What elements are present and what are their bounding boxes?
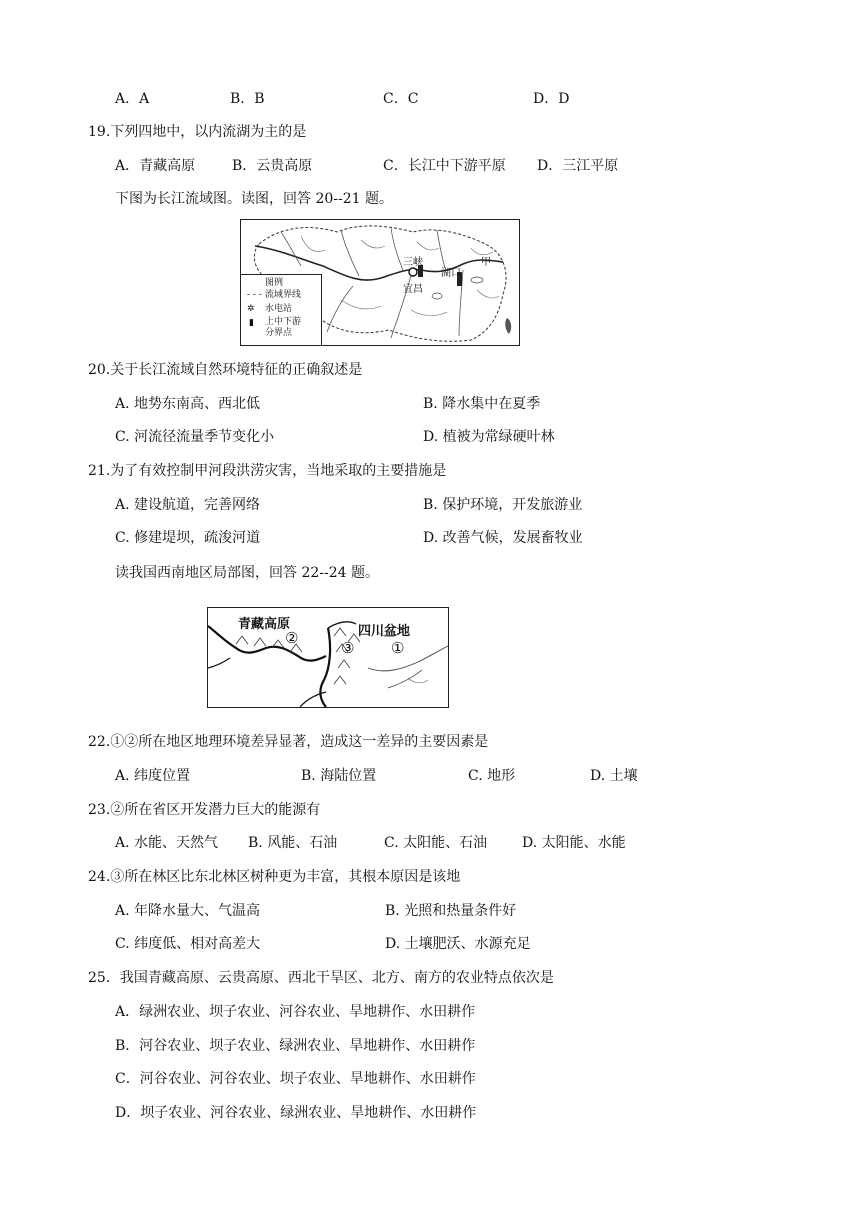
q18-option-c: C．C: [383, 91, 419, 107]
intro-22-24: 读我国西南地区局部图，回答 22--24 题。: [115, 565, 379, 581]
q18-option-a: A．A: [115, 91, 150, 107]
q25-option-b: B．河谷农业、坝子农业、绿洲农业、旱地耕作、水田耕作: [115, 1038, 476, 1054]
legend-title: 图例: [265, 278, 284, 288]
sanxia-label: 三峡: [403, 257, 423, 268]
q19-option-d: D．三江平原: [537, 158, 619, 174]
q24-option-a: A. 年降水量大、气温高: [115, 903, 261, 919]
intro-20-21: 下图为长江流域图。读图，回答 20--21 题。: [115, 191, 393, 207]
q20-option-c: C. 河流径流量季节变化小: [115, 429, 275, 445]
q23-stem: 23.②所在省区开发潜力巨大的能源有: [88, 802, 321, 818]
marker-1: ①: [391, 639, 405, 657]
jia-label: 甲: [481, 257, 491, 268]
yangtze-basin-map: [240, 219, 520, 346]
q21-option-b: B. 保护环境，开发旅游业: [423, 497, 583, 513]
q23-option-a: A. 水能、天然气: [115, 835, 219, 851]
map-legend: [241, 274, 322, 345]
sichuan-label: 四川盆地: [358, 624, 411, 639]
q25-option-a: A．绿洲农业、坝子农业、河谷农业、旱地耕作、水田耕作: [115, 1004, 476, 1020]
legend-hydro: 水电站: [265, 304, 293, 314]
q25-stem: 25．我国青藏高原、云贵高原、西北干旱区、北方、南方的农业特点依次是: [88, 970, 554, 986]
q22-option-d: D. 土壤: [590, 768, 638, 784]
q23-option-d: D. 太阳能、水能: [522, 835, 626, 851]
q19-option-a: A．青藏高原: [115, 158, 196, 174]
q24-stem: 24.③所在林区比东北林区树种更为丰富，其根本原因是该地: [88, 869, 461, 885]
q23-option-c: C. 太阳能、石油: [384, 835, 488, 851]
q19-option-b: B．云贵高原: [232, 158, 313, 174]
q22-stem: 22.①②所在地区地理环境差异显著，造成这一差异的主要因素是: [88, 734, 489, 750]
q22-option-b: B. 海陆位置: [301, 768, 377, 784]
q24-option-c: C. 纬度低、相对高差大: [115, 936, 261, 952]
boundary-line-icon: - - -: [247, 290, 262, 300]
q22-option-c: C. 地形: [468, 768, 516, 784]
q20-stem: 20.关于长江流域自然环境特征的正确叙述是: [88, 362, 363, 378]
q21-stem: 21.为了有效控制甲河段洪涝灾害，当地采取的主要措施是: [88, 463, 447, 479]
marker-2: ②: [285, 629, 299, 647]
q18-option-b: B．B: [230, 91, 265, 107]
q25-option-c: C．河谷农业、河谷农业、坝子农业、旱地耕作、水田耕作: [115, 1071, 476, 1087]
q25-option-d: D．坝子农业、河谷农业、绿洲农业、旱地耕作、水田耕作: [115, 1105, 477, 1121]
q19-stem: 19.下列四地中，以内流湖为主的是: [88, 124, 307, 140]
southwest-china-map: [207, 607, 449, 708]
q20-option-b: B. 降水集中在夏季: [423, 396, 541, 412]
q21-option-a: A. 建设航道，完善网络: [115, 497, 261, 513]
qingzang-label: 青藏高原: [238, 617, 291, 632]
q20-option-d: D. 植被为常绿硬叶林: [423, 429, 555, 445]
q21-option-d: D. 改善气候，发展畜牧业: [423, 530, 583, 546]
q24-option-b: B. 光照和热量条件好: [385, 903, 517, 919]
q19-option-c: C．长江中下游平原: [383, 158, 506, 174]
q22-option-a: A. 纬度位置: [115, 768, 191, 784]
divide-point-icon: ▮: [249, 318, 254, 328]
q24-option-d: D. 土壤肥沃、水源充足: [385, 936, 531, 952]
legend-divide-1: 上中下游: [265, 317, 302, 327]
hydro-station-icon: ✲: [247, 304, 255, 314]
q20-option-a: A. 地势东南高、西北低: [115, 396, 261, 412]
legend-boundary: 流域界线: [265, 290, 302, 300]
q23-option-b: B. 风能、石油: [248, 835, 338, 851]
marker-3: ③: [341, 639, 355, 657]
yichang-label: 宜昌: [403, 284, 423, 295]
q18-option-d: D．D: [533, 91, 570, 107]
hukou-label: 湖口: [441, 268, 461, 279]
legend-divide-2: 分界点: [265, 328, 293, 338]
q21-option-c: C. 修建堤坝，疏浚河道: [115, 530, 261, 546]
